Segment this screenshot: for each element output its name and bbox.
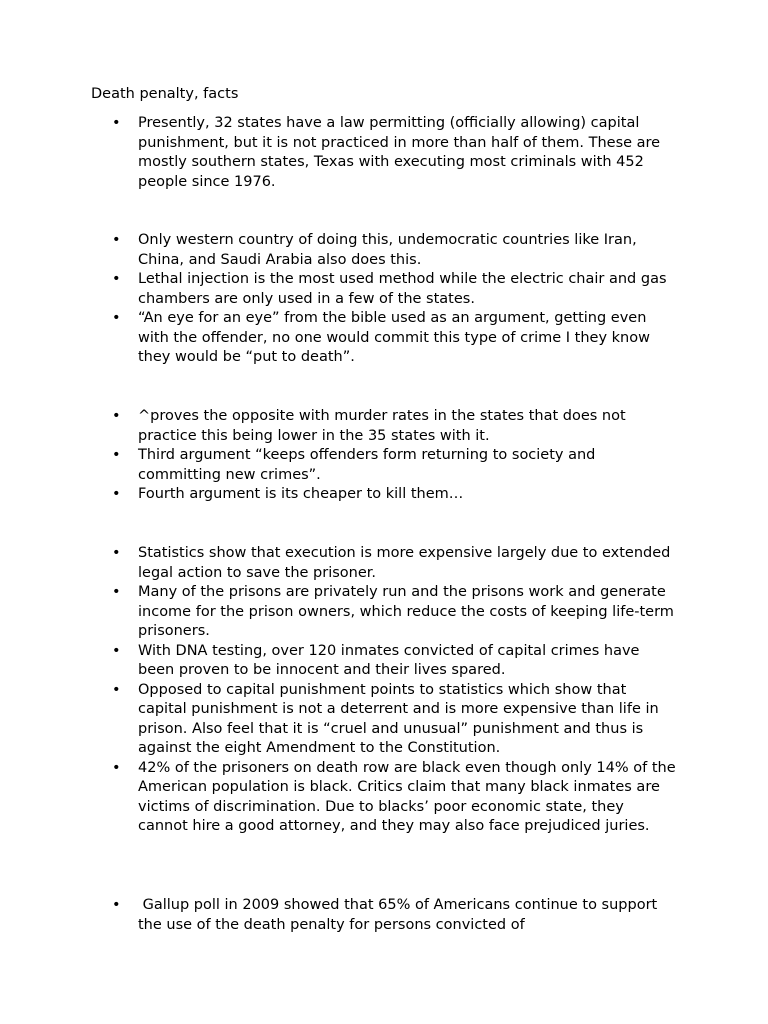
bullet-icon: •	[112, 897, 121, 913]
bullet-group-2	[0, 231, 768, 368]
bullet-text: Gallup poll in 2009 showed that 65% of Americans continue to support the use of the death penalty for persons convicted of	[138, 897, 662, 933]
bullet-text: Opposed to capital punishment points to statistics which show that capital punishment is not a deterrent and is more expensive than life in prison. Also feel that it is “cruel and unusual” punishment and thus is against the eight Amendment to the Constitution.	[138, 681, 659, 756]
bullet-item	[0, 407, 676, 446]
bullet-icon: •	[112, 271, 121, 287]
bullet-text: Lethal injection is the most used method while the electric chair and gas chambers are only used in a few of the states.	[138, 271, 667, 307]
bullet-item	[0, 544, 676, 583]
bullet-icon: •	[112, 545, 121, 561]
bullet-text: With DNA testing, over 120 inmates convicted of capital crimes have been proven to be innocent and their lives spared.	[138, 642, 640, 678]
bullet-icon: •	[112, 447, 121, 463]
bullet-text: Statistics show that execution is more expensive largely due to extended legal action to save the prisoner.	[138, 545, 671, 581]
bullet-item	[0, 446, 676, 485]
bullet-text: Fourth argument is its cheaper to kill them…	[138, 486, 464, 502]
bullet-item	[0, 681, 676, 759]
bullet-icon: •	[112, 681, 121, 698]
bullet-text: Only western country of doing this, undemocratic countries like Iran, China, and Saudi Arabia also does this.	[138, 232, 637, 268]
bullet-text: Third argument “keeps offenders form returning to society and committing new crimes”.	[138, 447, 596, 483]
bullet-item	[0, 642, 676, 681]
bullet-text: Presently, 32 states have a law permitting (officially allowing) capital punishment, but it is not practiced in more than half of them. These are mostly southern states, Texas with executing most criminals with 452 people since 1976.	[138, 115, 661, 190]
bullet-group-1	[0, 114, 768, 192]
bullet-icon: •	[112, 408, 121, 424]
bullet-item	[0, 270, 676, 309]
bullet-item	[0, 896, 676, 935]
bullet-item	[0, 114, 676, 192]
bullet-icon: •	[112, 642, 121, 659]
bullet-item	[0, 309, 676, 368]
bullet-icon: •	[112, 759, 121, 776]
bullet-text: ^proves the opposite with murder rates in the states that does not practice this being lower in the 35 states with it.	[138, 408, 626, 444]
bullet-text: “An eye for an eye” from the bible used as an argument, getting even with the offender, no one would commit this type of crime I they know they would be “put to death”.	[138, 310, 650, 365]
document-title: Death penalty, facts	[91, 86, 239, 102]
bullet-group-3	[0, 407, 768, 505]
bullet-item	[0, 485, 676, 505]
bullet-group-4	[0, 544, 768, 837]
bullet-icon: •	[112, 486, 121, 502]
bullet-item	[0, 759, 676, 837]
bullet-icon: •	[112, 310, 121, 326]
bullet-item	[0, 583, 676, 642]
bullet-item	[0, 231, 676, 270]
bullet-text: 42% of the prisoners on death row are black even though only 14% of the American population is black. Critics claim that many black inmates are victims of discrimination. Due to blacks’ poor economic state, they cannot hire a good attorney, and they may also face prejudiced juries.	[138, 759, 676, 834]
bullet-icon: •	[112, 115, 121, 131]
bullet-text: Many of the prisons are privately run and the prisons work and generate income for the prison owners, which reduce the costs of keeping life-term prisoners.	[138, 584, 674, 639]
bullet-icon: •	[112, 584, 121, 600]
bullet-group-5	[0, 896, 768, 935]
bullet-icon: •	[112, 232, 121, 248]
